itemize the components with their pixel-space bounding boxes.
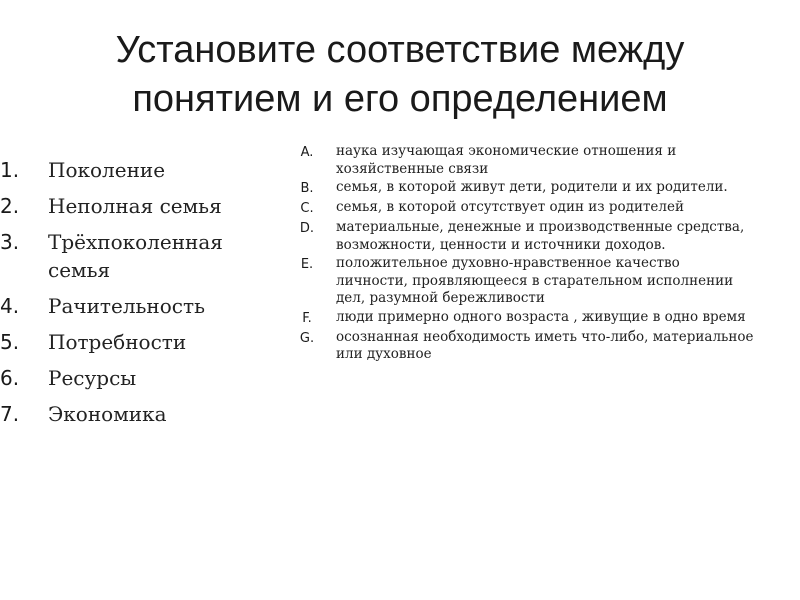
concept-term: Ресурсы — [48, 366, 137, 390]
definition-text: положительное духовно-нравственное качество личности, проявляющееся в старательном исполнении дел, разумной бережливости — [336, 255, 734, 306]
concept-number: 6. — [0, 366, 20, 390]
concept-item — [0, 364, 270, 392]
definition-letter: C. — [300, 201, 314, 216]
definition-list — [278, 143, 778, 365]
concept-list — [0, 156, 270, 436]
concept-term: Трёхпоколенная семья — [48, 230, 223, 282]
definition-text: материальные, денежные и производственные средства, возможности, ценности и источники доходов. — [336, 219, 745, 253]
definition-text: семья, в которой живут дети, родители и их родители. — [336, 179, 728, 195]
concept-number: 7. — [0, 402, 20, 426]
concept-item — [0, 228, 270, 284]
concept-number: 5. — [0, 330, 20, 354]
concept-term: Неполная семья — [48, 194, 222, 218]
title-line-2: понятием и его определением — [132, 78, 668, 120]
concept-item — [0, 328, 270, 356]
page-title — [0, 26, 800, 124]
definition-item — [278, 199, 778, 218]
definition-text: осознанная необходимость иметь что-либо, материальное или духовное — [336, 328, 754, 362]
definition-item — [278, 309, 778, 328]
definition-letter: E. — [300, 257, 314, 272]
concept-item — [0, 192, 270, 220]
concept-term: Рачительность — [48, 294, 205, 318]
definition-item — [278, 329, 778, 364]
definition-item — [278, 143, 778, 178]
definition-text: наука изучающая экономические отношения и хозяйственные связи — [336, 143, 677, 177]
definition-letter: B. — [300, 181, 314, 196]
definition-letter: A. — [300, 145, 314, 160]
concept-item — [0, 400, 270, 428]
concept-number: 4. — [0, 294, 20, 318]
concept-term: Поколение — [48, 158, 166, 182]
definition-item — [278, 179, 778, 198]
definition-letter: D. — [299, 221, 315, 236]
concept-term: Экономика — [48, 402, 167, 426]
concept-item — [0, 156, 270, 184]
definition-item — [278, 219, 778, 254]
definition-text: семья, в которой отсутствует один из родителей — [336, 199, 684, 215]
definition-item — [278, 255, 778, 308]
concept-term: Потребности — [48, 330, 187, 354]
definition-text: люди примерно одного возраста , живущие в одно время — [336, 308, 746, 325]
title-line-1: Установите соответствие между — [115, 29, 685, 71]
definition-letter: G. — [299, 330, 315, 346]
definition-letter: F. — [302, 310, 312, 326]
concept-number: 2. — [0, 194, 20, 218]
concept-item — [0, 292, 270, 320]
concept-number: 1. — [0, 158, 20, 182]
concept-number: 3. — [0, 230, 20, 254]
